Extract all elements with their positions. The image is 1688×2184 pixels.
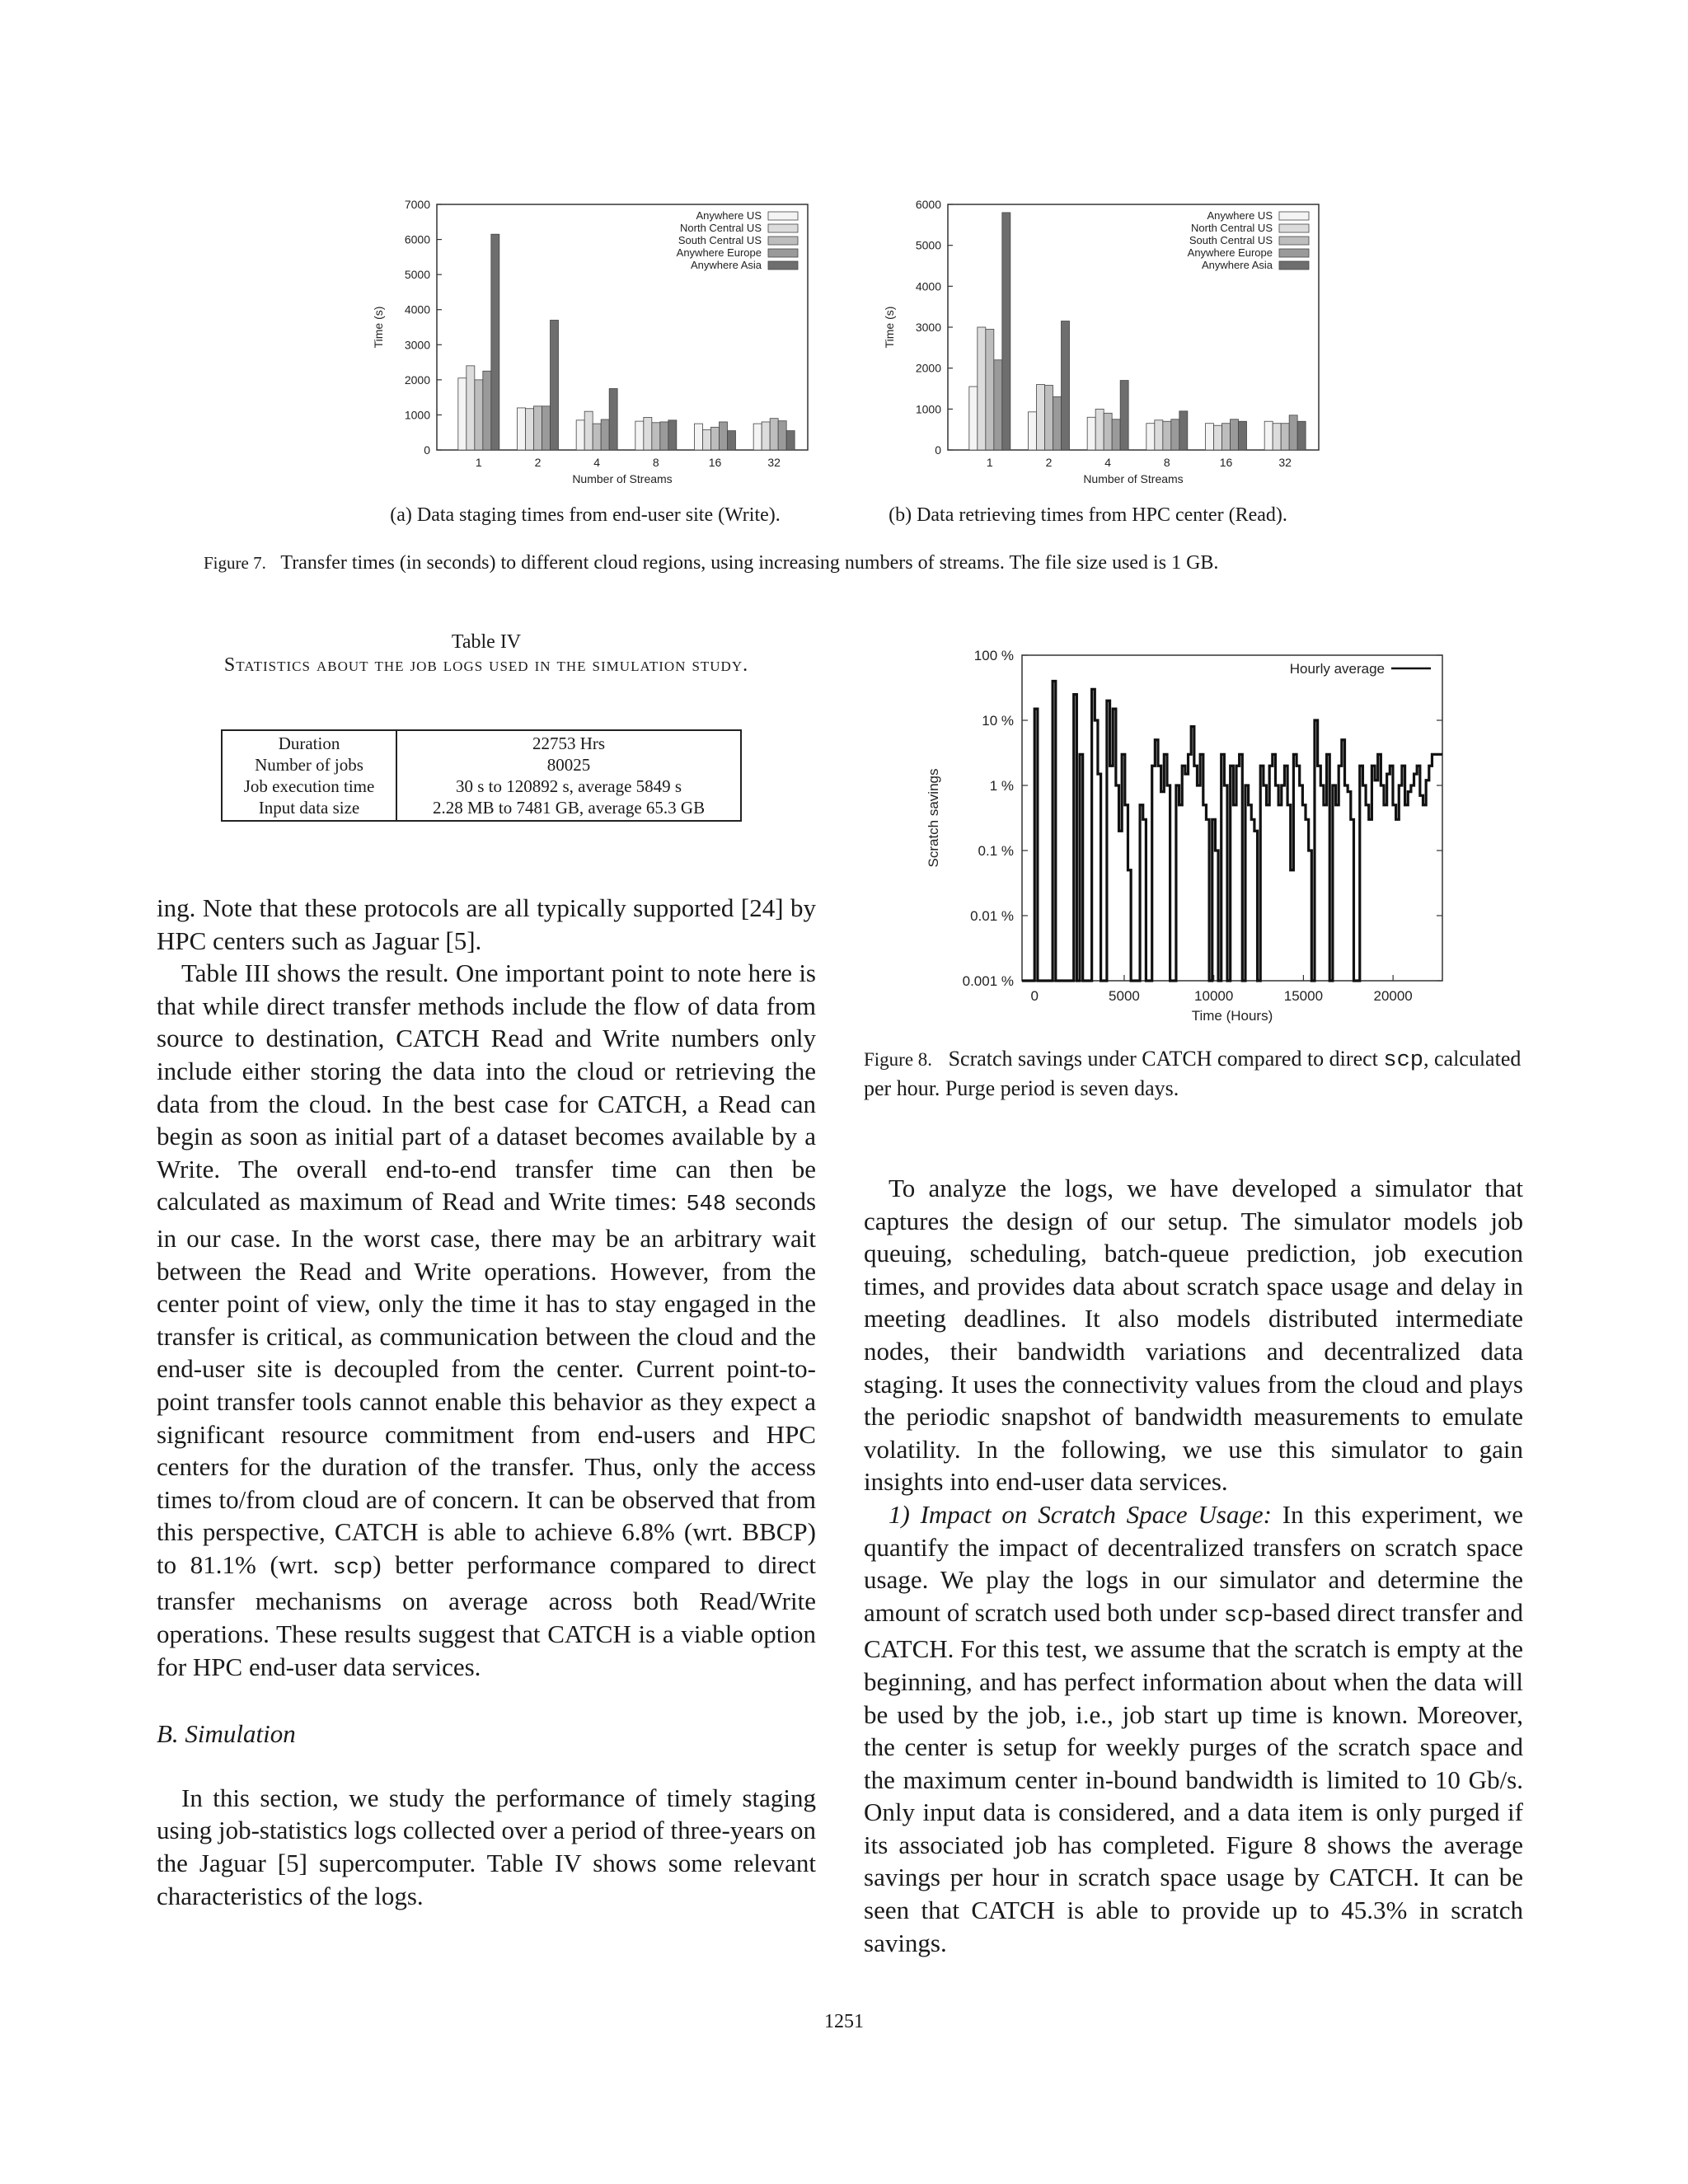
- figure-7: [363, 190, 1335, 544]
- left-column: [157, 892, 816, 1912]
- bar-anywhere-europe: [1053, 396, 1062, 450]
- table-4-label: Table IV: [451, 631, 522, 653]
- bar-anywhere-us: [1264, 421, 1273, 450]
- bar-anywhere-asia: [728, 431, 736, 450]
- bar-anywhere-europe: [1112, 419, 1120, 450]
- table-cell-value: 30 s to 120892 s, average 5849 s: [396, 776, 741, 797]
- bar-south-central-us: [1104, 413, 1112, 450]
- figure-7-caption: [204, 552, 1522, 574]
- bar-anywhere-asia: [1120, 381, 1128, 450]
- bar-anywhere-asia: [1239, 421, 1247, 450]
- figure-7a-caption: (a) Data staging times from end-user site (Write).: [390, 504, 781, 526]
- bar-anywhere-europe: [601, 419, 609, 450]
- bar-anywhere-europe: [720, 422, 728, 450]
- legend-swatch: [1279, 261, 1309, 269]
- y-tick-label: 100 %: [973, 648, 1014, 663]
- y-tick-label: 4000: [915, 279, 941, 293]
- bar-south-central-us: [770, 419, 778, 450]
- subsection-heading: 1) Impact on Scratch Space Usage:: [889, 1499, 1272, 1529]
- paragraph-text: seconds in our case. In the worst case, there may be an arbitrary wait between the Read and Write operations. However, from the center point of view, only the time it has to stay engaged in the transfer is critical, as communication between the cloud and the end-user site is decoupled from the center. Current point-to-point transfer tools cannot enable this behavior as they expect a significant resource commitment from end-users and HPC centers for the duration of the transfer. Thus, only the access times to/from cloud are of concern. It can be observed that from this perspective, CATCH is able to achieve 6.8% (wrt. BBCP) to 81.1% (wrt.: [157, 1187, 817, 1579]
- y-tick-label: 1000: [915, 402, 941, 416]
- x-tick-label: 4: [1104, 456, 1112, 469]
- bar-south-central-us: [1222, 424, 1231, 450]
- x-tick-label: 1: [475, 456, 482, 469]
- bar-anywhere-asia: [609, 389, 617, 451]
- bar-south-central-us: [652, 423, 660, 450]
- bar-anywhere-asia: [1002, 213, 1010, 450]
- bar-anywhere-asia: [1179, 411, 1188, 450]
- bar-north-central-us: [762, 422, 770, 450]
- figure-7-text: Transfer times (in seconds) to different cloud regions, using increasing numbers of streams. The file size used is 1 GB.: [280, 552, 1219, 574]
- y-axis-label: Time (s): [883, 306, 896, 349]
- y-tick-label: 1 %: [989, 778, 1014, 794]
- y-tick-label: 5000: [404, 268, 430, 282]
- y-tick-label: 0: [935, 443, 941, 457]
- paragraph-text: ) better performance compared to direct transfer mechanisms on average across both Read/Write operations. These results suggest that CATCH is a viable option for HPC end-user data services.: [157, 1549, 817, 1681]
- table-row: [222, 776, 741, 797]
- y-tick-label: 1000: [404, 408, 430, 422]
- bar-anywhere-europe: [542, 406, 551, 450]
- bar-south-central-us: [711, 427, 720, 450]
- bar-south-central-us: [475, 380, 483, 450]
- figure-7-label: Figure 7.: [204, 553, 266, 573]
- legend-entry: Anywhere Asia: [691, 259, 762, 271]
- y-tick-label: 6000: [404, 232, 430, 246]
- bar-anywhere-us: [1146, 424, 1155, 450]
- paragraph-text: In this experiment, we quantify the impact of decentralized transfers on scratch space usage. We play the logs in our simulator and determine the amount of scratch used both under: [864, 1499, 1523, 1627]
- y-tick-label: 3000: [404, 338, 430, 352]
- legend-swatch: [1279, 249, 1309, 257]
- paragraph: [864, 1498, 1523, 1959]
- bar-anywhere-asia: [668, 420, 677, 450]
- figure-8-text-1: Scratch savings under CATCH compared to direct: [948, 1047, 1378, 1071]
- x-tick-label: 10000: [1194, 988, 1234, 1004]
- x-axis-label: Number of Streams: [572, 472, 673, 485]
- table-4-title: Statistics about the job logs used in the simulation study.: [223, 654, 749, 676]
- bar-anywhere-us: [753, 424, 762, 450]
- paragraph: To analyze the logs, we have developed a simulator that captures the design of our setup. The simulator models job queuing, scheduling, batch-queue prediction, job execution times, and provides data about scratch space usage and delay in meeting deadlines. It also models distributed intermediate nodes, their bandwidth variations and decentralized data staging. It uses the connectivity values from the cloud and plays the periodic snapshot of bandwidth measurements to emulate volatility. In the following, we use this simulator to gain insights into end-user data services.: [864, 1174, 1523, 1497]
- bar-anywhere-europe: [1289, 415, 1297, 450]
- inline-code: scp: [332, 1555, 373, 1581]
- bar-south-central-us: [534, 406, 542, 450]
- bar-north-central-us: [584, 411, 593, 450]
- legend-entry: South Central US: [1189, 234, 1273, 246]
- table-cell-value: 22753 Hrs: [396, 730, 741, 754]
- y-tick-label: 3000: [915, 321, 941, 334]
- x-tick-label: 2: [1045, 456, 1053, 469]
- paragraph: In this section, we study the performance of timely staging using job-statistics logs collected over a period of three-years on the Jaguar [5] supercomputer. Table IV shows some relevant characteristics of the logs.: [157, 1783, 816, 1910]
- bar-anywhere-us: [1206, 424, 1214, 450]
- y-tick-label: 0.1 %: [978, 843, 1014, 859]
- bar-north-central-us: [1155, 420, 1163, 450]
- y-tick-label: 0.01 %: [970, 908, 1014, 924]
- bar-south-central-us: [986, 329, 994, 450]
- legend-entry: Anywhere Europe: [676, 246, 762, 259]
- table-row: [222, 754, 741, 776]
- y-tick-label: 7000: [404, 198, 430, 211]
- legend-swatch: [768, 212, 798, 220]
- legend-entry: North Central US: [680, 222, 762, 234]
- bar-north-central-us: [1273, 424, 1281, 450]
- table-cell-key: Number of jobs: [222, 754, 396, 776]
- bar-north-central-us: [467, 366, 475, 450]
- bar-anywhere-us: [518, 408, 526, 450]
- y-axis-label: Scratch savings: [926, 768, 941, 868]
- right-column: [864, 1172, 1523, 1959]
- legend-swatch: [768, 224, 798, 232]
- x-tick-label: 2: [534, 456, 542, 469]
- x-tick-label: 32: [1278, 456, 1292, 469]
- bar-anywhere-asia: [786, 431, 795, 450]
- legend-entry: North Central US: [1191, 222, 1273, 234]
- figure-8-code: scp: [1383, 1048, 1423, 1073]
- y-tick-label: 5000: [915, 238, 941, 252]
- figure-7b-caption: (b) Data retrieving times from HPC center (Read).: [889, 504, 1287, 526]
- bar-anywhere-europe: [660, 422, 668, 450]
- x-tick-label: 5000: [1109, 988, 1140, 1004]
- legend-entry: Anywhere US: [1207, 209, 1273, 222]
- bar-north-central-us: [644, 417, 652, 450]
- bar-anywhere-us: [635, 421, 644, 450]
- bar-anywhere-us: [1087, 417, 1095, 450]
- table-cell-key: Job execution time: [222, 776, 396, 797]
- figure-7a-chart: [363, 190, 824, 503]
- y-tick-label: 0.001 %: [962, 973, 1014, 989]
- legend-swatch: [768, 261, 798, 269]
- paragraph-text: Table III shows the result. One important point to note here is that while direct transfer methods include the flow of data from source to destination, CATCH Read and Write numbers only include either storing the data into the cloud or retrieving the data from the cloud. In the best case for CATCH, a Read can begin as soon as initial part of a dataset becomes available by a Write. The overall end-to-end transfer time can then be calculated as maximum of Read and Write times:: [157, 958, 816, 1216]
- bar-south-central-us: [1281, 424, 1289, 450]
- bar-anywhere-europe: [483, 371, 491, 450]
- bar-anywhere-asia: [551, 320, 559, 450]
- x-tick-label: 0: [1030, 988, 1039, 1004]
- section-heading: B. Simulation: [157, 1719, 296, 1749]
- x-tick-label: 8: [1163, 456, 1170, 469]
- bar-anywhere-asia: [491, 234, 499, 450]
- bar-anywhere-asia: [1062, 321, 1070, 450]
- table-4-heading: [157, 630, 816, 677]
- y-axis-label: Time (s): [372, 306, 385, 349]
- page-number: 1251: [824, 2011, 864, 2032]
- figure-7b-chart: [874, 190, 1335, 503]
- bar-anywhere-us: [576, 420, 584, 450]
- legend-swatch: [1279, 224, 1309, 232]
- bar-south-central-us: [1163, 421, 1171, 450]
- legend-entry: South Central US: [678, 234, 762, 246]
- figure-8-text-2: , calculated per hour. Purge period is seven days.: [864, 1047, 1522, 1100]
- legend-swatch: [768, 237, 798, 245]
- plot-frame: [1022, 655, 1442, 981]
- series-line: [1022, 681, 1442, 981]
- y-tick-label: 2000: [915, 361, 941, 375]
- figure-8-chart: [923, 639, 1451, 1026]
- bar-anywhere-us: [695, 424, 703, 450]
- bar-anywhere-europe: [994, 360, 1002, 450]
- legend-swatch: [1279, 212, 1309, 220]
- legend-entry: Anywhere US: [696, 209, 762, 222]
- x-tick-label: 16: [708, 456, 722, 469]
- x-tick-label: 32: [767, 456, 781, 469]
- bar-north-central-us: [978, 327, 986, 450]
- y-tick-label: 10 %: [982, 713, 1014, 729]
- table-4: [221, 729, 742, 822]
- y-tick-label: 4000: [404, 302, 430, 316]
- x-tick-label: 20000: [1373, 988, 1413, 1004]
- x-axis-label: Number of Streams: [1083, 472, 1184, 485]
- bar-anywhere-europe: [778, 421, 786, 450]
- bar-anywhere-europe: [1171, 419, 1179, 450]
- bar-south-central-us: [593, 424, 601, 450]
- figure-8-caption: [864, 1045, 1523, 1102]
- table-cell-value: 80025: [396, 754, 741, 776]
- legend-swatch: [1279, 237, 1309, 245]
- bar-anywhere-europe: [1231, 419, 1239, 450]
- legend-swatch: [768, 249, 798, 257]
- table-row: [222, 730, 741, 754]
- x-tick-label: 15000: [1283, 988, 1324, 1004]
- paragraph: [157, 957, 816, 1683]
- table-cell-key: Duration: [222, 730, 396, 754]
- bar-north-central-us: [703, 429, 711, 450]
- bar-north-central-us: [1037, 385, 1045, 450]
- y-tick-label: 0: [424, 443, 430, 457]
- paragraph-text: -based direct transfer and CATCH. For this test, we assume that the scratch is empty at the beginning, and has perfect information about when the data will be used by the job, i.e., job start up time is known. Moreover, the center is setup for weekly purges of the scratch space and the maximum center in-bound bandwidth is limited to 10 Gb/s. Only input data is considered, and a data item is only purged if its associated job has completed. Figure 8 shows the average savings per hour in scratch space usage by CATCH. It can be seen that CATCH is able to provide up to 45.3% in scratch savings.: [864, 1597, 1524, 1957]
- legend-entry: Anywhere Asia: [1202, 259, 1273, 271]
- bar-south-central-us: [1045, 386, 1053, 450]
- bar-anywhere-us: [1029, 412, 1037, 450]
- bar-anywhere-us: [458, 378, 467, 450]
- legend-entry: Hourly average: [1289, 661, 1385, 677]
- figure-8-label: Figure 8.: [864, 1049, 933, 1070]
- table-cell-key: Input data size: [222, 797, 396, 821]
- legend-entry: Anywhere Europe: [1187, 246, 1273, 259]
- x-axis-label: Time (Hours): [1191, 1008, 1273, 1024]
- inline-number: 548: [686, 1193, 727, 1218]
- inline-code: scp: [1223, 1603, 1264, 1629]
- table-cell-value: 2.28 MB to 7481 GB, average 65.3 GB: [396, 797, 741, 821]
- y-tick-label: 6000: [915, 198, 941, 211]
- table-row: [222, 797, 741, 821]
- y-tick-label: 2000: [404, 373, 430, 387]
- x-tick-label: 8: [652, 456, 659, 469]
- paragraph: ing. Note that these protocols are all typically supported [24] by HPC centers such as Jaguar [5].: [157, 893, 816, 955]
- bar-north-central-us: [1095, 409, 1104, 450]
- x-tick-label: 1: [986, 456, 993, 469]
- bar-anywhere-us: [969, 387, 978, 450]
- x-tick-label: 4: [593, 456, 601, 469]
- bar-north-central-us: [1214, 425, 1222, 450]
- x-tick-label: 16: [1219, 456, 1233, 469]
- bar-anywhere-asia: [1297, 421, 1306, 450]
- bar-north-central-us: [526, 409, 534, 450]
